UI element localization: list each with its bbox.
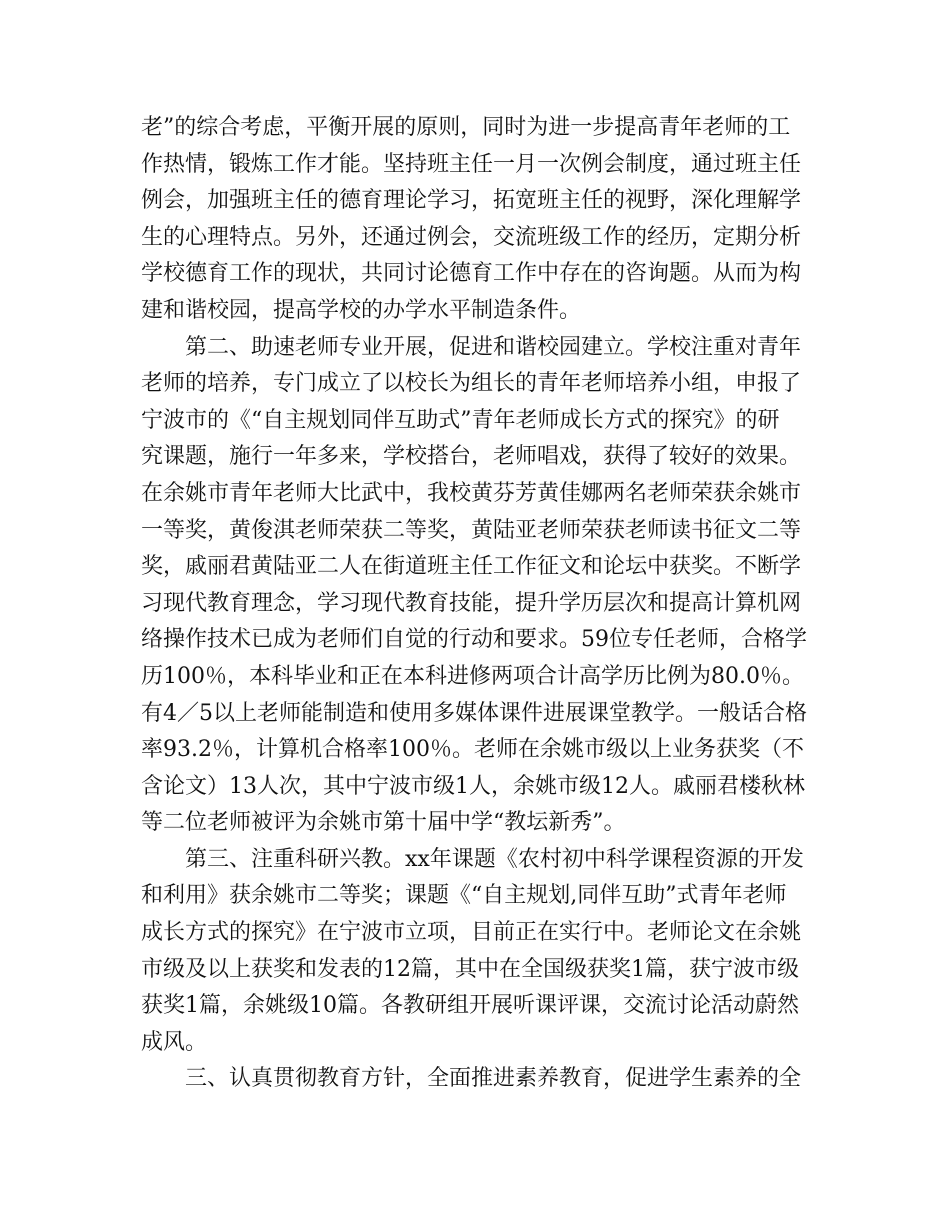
text-line: 第二、助速老师专业开展，促进和谐校园建立。学校注重对青年 — [141, 334, 802, 360]
text-line: 有4／5以上老师能制造和使用多媒体课件进展课堂教学。一般话合格 — [141, 700, 807, 726]
text-line: 老师的培养，专门成立了以校长为组长的青年老师培养小组，申报了 — [141, 371, 802, 397]
text-line: 三、认真贯彻教育方针，全面推进素养教育，促进学生素养的全 — [141, 1066, 802, 1092]
text-line: 老”的综合考虑，平衡开展的原则，同时为进一步提高青年老师的工 — [141, 115, 791, 140]
text-line: 第三、注重科研兴教。xx年课题《农村初中科学课程资源的开发 — [141, 846, 804, 872]
text-line: 成风。 — [141, 1029, 208, 1055]
text-line: 作热情，锻炼工作才能。坚持班主任一月一次例会制度，通过班主任 — [141, 151, 802, 177]
text-line: 一等奖，黄俊淇老师荣获二等奖，黄陆亚老师荣获老师读书征文二等 — [141, 517, 802, 543]
text-line: 和利用》获余姚市二等奖；课题《“自主规划,同伴互助”式青年老师 — [141, 883, 787, 909]
text-line: 历100％，本科毕业和正在本科进修两项合计高学历比例为80.0％。 — [141, 663, 804, 689]
text-line: 习现代教育理念，学习现代教育技能，提升学历层次和提高计算机网 — [141, 590, 802, 616]
text-line: 奖，戚丽君黄陆亚二人在街道班主任工作征文和论坛中获奖。不断学 — [141, 554, 802, 580]
text-line: 含论文）13人次，其中宁波市级1人，余姚市级12人。戚丽君楼秋林 — [141, 773, 805, 799]
text-line: 学校德育工作的现状，共同讨论德育工作中存在的咨询题。从而为构 — [141, 261, 802, 287]
body-text — [141, 110, 821, 1098]
text-line: 率93.2％，计算机合格率100％。老师在余姚市级以上业务获奖（不 — [141, 737, 804, 763]
text-line: 成长方式的探究》在宁波市立项，目前正在实行中。老师论文在余姚 — [141, 920, 802, 946]
text-line: 络操作技术已成为老师们自觉的行动和要求。59位专任老师，合格学 — [141, 627, 807, 653]
text-line: 宁波市的《“自主规划同伴互助式”青年老师成长方式的探究》的研 — [141, 407, 780, 433]
text-line: 市级及以上获奖和发表的12篇，其中在全国级获奖1篇，获宁波市级 — [141, 956, 799, 982]
text-line: 在余姚市青年老师大比武中，我校黄芬芳黄佳娜两名老师荣获余姚市 — [141, 480, 802, 506]
text-line: 等二位老师被评为余姚市第十届中学“教坛新秀”。 — [141, 810, 626, 836]
text-line: 获奖1篇，余姚级10篇。各教研组开展听课评课，交流讨论活动蔚然 — [141, 993, 799, 1019]
text-line: 究课题，施行一年多来，学校搭台，老师唱戏，获得了较好的效果。 — [141, 444, 802, 470]
text-line: 建和谐校园，提高学校的办学水平制造条件。 — [141, 297, 582, 323]
text-line: 生的心理特点。另外，还通过例会，交流班级工作的经历，定期分析 — [141, 224, 802, 250]
text-line: 例会，加强班主任的德育理论学习，拓宽班主任的视野，深化理解学 — [141, 188, 802, 214]
